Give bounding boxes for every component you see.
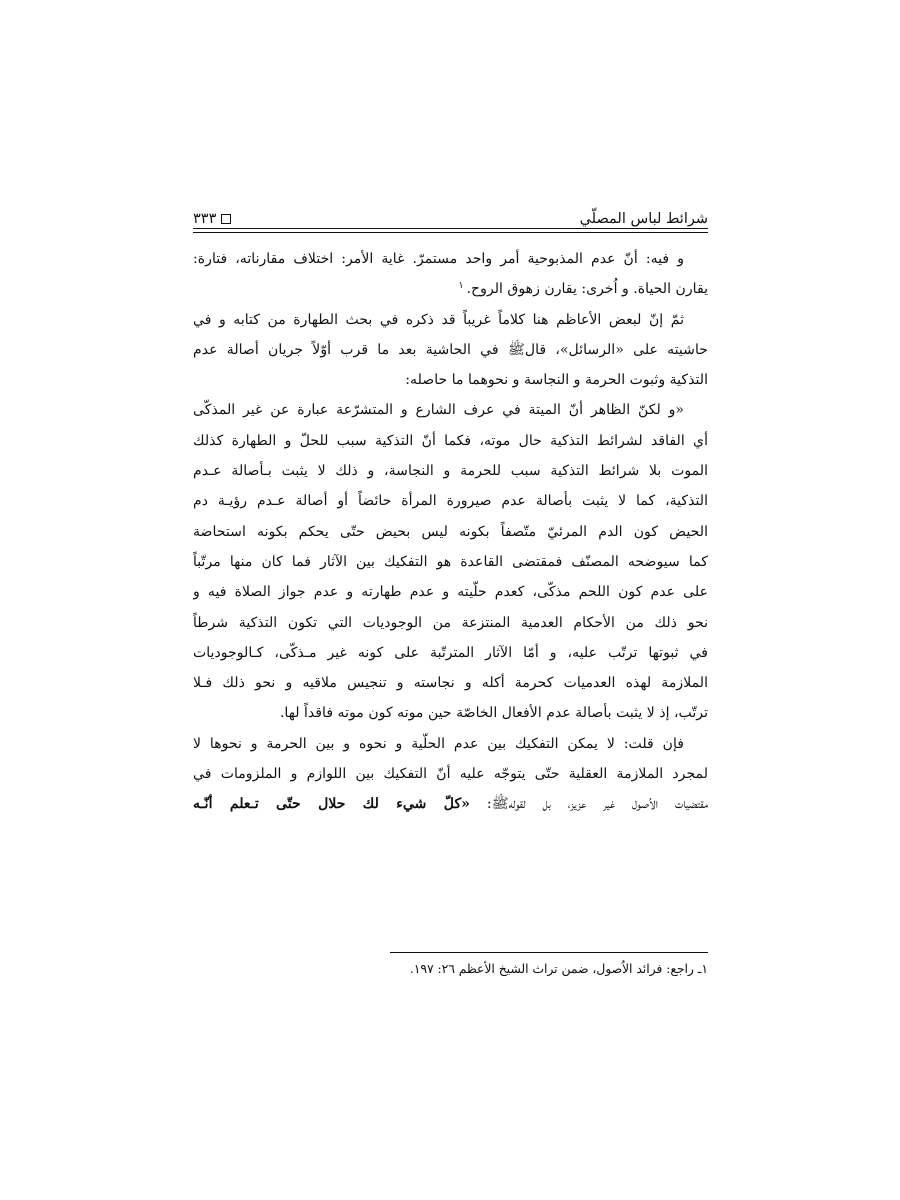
header-rule-thick [193,228,708,229]
text-line: مقتضيات الاُصول غير عزيز، بل لقوله‌ﷺ: [469,796,708,813]
text-line: ترتّب، إذ لا يثبت بأصالة عدم الأفعال الخاصّة حين موته كون موته فاقداً لها. [279,705,708,722]
text-line: و فيه: أنّ عدم المذبوحية أمر واحد مستمرّ. غاية الأمر: اختلاف مقارناته، فتارة: [193,251,684,267]
text-line: على عدم كون اللحم مذكّى، كعدم حلّيته و عدم طهارته و عدم جواز الصلاة فيه و [193,584,708,601]
text-line: التذكية، كما لا يثبت بأصالة عدم صيرورة المرأة حائضاً أو أصالة عـدم رؤيـة دم [193,493,708,510]
text-line: نحو ذلك من الأحكام العدمية المنتزعة من الوجوديات التي تكون التذكية شرطاً [193,614,708,631]
text-line: لمجرد الملازمة العقلية حتّى يتوجّه عليه أنّ التفكيك بين اللوازم و الملزومات في [193,766,708,783]
text-line: أي الفاقد لشرائط التذكية حال موته، فكما أنّ التذكية سبب للحلّ و الطهارة كذلك [193,432,708,449]
text-line-with-footnote [193,274,708,304]
header-rule-thin [193,232,708,233]
header-title: شرائط لباس المصلّي [579,211,708,227]
body-text [193,244,708,820]
hadith-quote: «كلّ شيء لك حلال حتّى تـعلم أنّـه [193,796,470,813]
text-line: كما سيوضحه المصنّف فمقتضى القاعدة هو التفكيك بين الآثار فما كان منها مرتّباً [193,553,708,570]
text-line: في ثبوتها ترتّب عليه، و أمّا الآثار المترتّبة على كونه غير مـذكّى، كـالوجوديات [193,644,708,661]
text-line: «و لكنّ الظاهر أنّ الميتة في عرف الشارع و المتشرّعة عبارة عن غير المذكّى [193,402,684,419]
footnote-separator [390,952,708,953]
text-line: الموت بلا شرائط التذكية سبب للحرمة و النجاسة، و ذلك لا يثبت بـأصالة عـدم [193,463,708,480]
text-line: يقارن الحياة. و اُخرى: يقارن زهوق الروح. [466,281,708,298]
text-line: الحيض كون الدم المرئيّ متّصفاً بكونه ليس بحيض حتّى يحكم بكونه استحاضة [193,523,708,540]
running-header [193,201,708,227]
page-number-block [193,211,231,227]
square-bullet-icon [221,214,231,224]
footnote-marker: ١ [458,279,464,291]
text-line-with-quote [193,789,708,819]
text-line: حاشيته على «الرسائل»، قال‌ﷺ في الحاشية بعد ما قرب أوّلاً جريان أصالة عدم [193,341,708,358]
page-number: ٣٣٣ [193,211,217,227]
text-line: الملازمة لهذه العدميات كحرمة أكله و نجاسته و تنجيس ملاقيه و نحو ذلك فـلا [193,675,708,692]
text-line: التذكية وثبوت الحرمة و النجاسة و نحوهما ما حاصله: [405,372,708,389]
text-line: فإن قلت: لا يمكن التفكيك بين عدم الحلّية و نحوه و بين الحرمة و نحوها لا [193,735,684,752]
footnote: ١ـ راجع: فرائد الاُصول، ضمن تراث الشيخ الأعظم ٢٦: ١٩٧. [409,962,708,976]
text-line: ثمّ إنّ لبعض الأعاظم هنا كلاماً غريباً قد ذكره في بحث الطهارة من كتابه و في [193,311,684,328]
